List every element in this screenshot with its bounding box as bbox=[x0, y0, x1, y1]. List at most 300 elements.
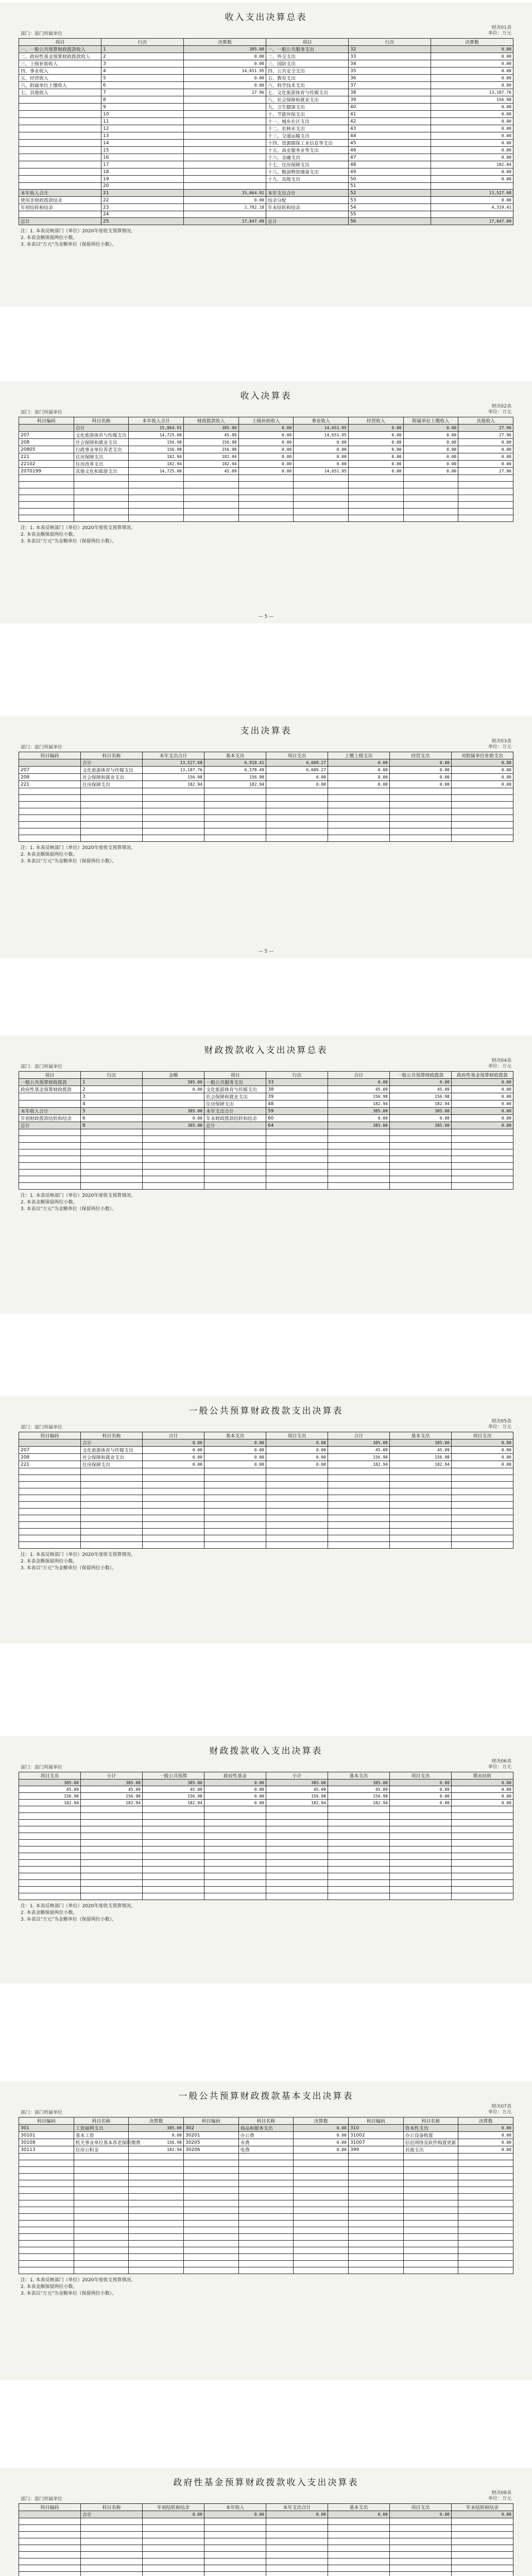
table-cell: 0.00 bbox=[452, 1115, 513, 1122]
empty-cell bbox=[183, 2247, 238, 2254]
empty-cell bbox=[328, 1833, 390, 1840]
empty-cell bbox=[143, 1867, 204, 1873]
empty-cell bbox=[238, 502, 294, 509]
empty-cell bbox=[348, 2261, 403, 2267]
empty-cell bbox=[238, 2194, 294, 2200]
empty-cell bbox=[266, 2565, 328, 2572]
empty-cell bbox=[19, 1820, 81, 1826]
column-header: 本年收入 bbox=[204, 2504, 266, 2511]
column-header: 合计 bbox=[143, 1432, 204, 1439]
empty-cell bbox=[204, 1176, 266, 1183]
table-cell: 0.00 bbox=[390, 1786, 452, 1793]
table-cell: 46 bbox=[349, 147, 431, 154]
empty-cell bbox=[328, 2518, 390, 2525]
column-header: 科目编码 bbox=[183, 2117, 238, 2125]
empty-cell bbox=[458, 509, 513, 515]
empty-row bbox=[19, 822, 513, 828]
table-cell: 0.00 bbox=[403, 425, 458, 432]
empty-cell bbox=[403, 488, 458, 495]
empty-cell bbox=[143, 1529, 204, 1535]
empty-cell bbox=[452, 1542, 513, 1549]
empty-cell bbox=[390, 815, 452, 822]
table-cell: 0.00 bbox=[458, 439, 513, 446]
empty-cell bbox=[328, 1820, 390, 1826]
page-title: 一般公共预算财政拨款支出决算表 bbox=[188, 1406, 344, 1416]
note-line: 3. 本表以"万元"为金额单位（保留两位小数）。 bbox=[21, 859, 117, 864]
empty-cell bbox=[328, 2572, 390, 2576]
empty-cell bbox=[19, 822, 81, 828]
empty-cell bbox=[452, 1509, 513, 1515]
table-cell: 33 bbox=[349, 53, 431, 60]
empty-cell bbox=[452, 1176, 513, 1183]
empty-cell bbox=[390, 2538, 452, 2545]
empty-cell bbox=[183, 509, 238, 515]
empty-cell bbox=[452, 1488, 513, 1495]
empty-cell bbox=[19, 1143, 81, 1149]
empty-cell bbox=[183, 2207, 238, 2214]
table-cell: 30101 bbox=[19, 2132, 74, 2139]
empty-cell bbox=[452, 1502, 513, 1509]
empty-cell bbox=[348, 2254, 403, 2261]
empty-cell bbox=[19, 2187, 74, 2194]
table-cell: 0.00 bbox=[328, 774, 390, 781]
empty-cell bbox=[328, 1826, 390, 1833]
empty-cell bbox=[328, 2525, 390, 2532]
table-cell: 30201 bbox=[183, 2132, 238, 2139]
empty-cell bbox=[294, 2214, 349, 2221]
table-row bbox=[19, 432, 513, 439]
table-row bbox=[19, 446, 513, 453]
empty-cell bbox=[458, 2267, 513, 2274]
table-cell bbox=[19, 125, 101, 132]
dept-label: 部门：部门所属单位 bbox=[21, 31, 63, 37]
empty-row bbox=[19, 1509, 513, 1515]
table-cell: 55 bbox=[349, 211, 431, 218]
table-cell: 156.98 bbox=[129, 439, 184, 446]
empty-cell bbox=[81, 1826, 143, 1833]
empty-cell bbox=[390, 788, 452, 795]
empty-cell bbox=[266, 828, 328, 835]
note-line: 注：1. 本表反映部门（单位）2020年度收支预算情况。 bbox=[21, 1193, 136, 1198]
dept-label: 部门：部门所属单位 bbox=[21, 2110, 63, 2115]
table-cell: 三、上级补助收入 bbox=[19, 60, 101, 67]
empty-cell bbox=[328, 1840, 390, 1846]
table-cell: 0.00 bbox=[431, 104, 513, 111]
empty-row bbox=[19, 795, 513, 802]
table-row bbox=[19, 132, 513, 140]
table-cell: 0.00 bbox=[348, 453, 403, 461]
empty-cell bbox=[74, 2180, 129, 2187]
empty-cell bbox=[129, 2227, 184, 2234]
empty-row bbox=[19, 1176, 513, 1183]
empty-cell bbox=[266, 1509, 328, 1515]
report-table bbox=[19, 1772, 513, 1900]
empty-row bbox=[19, 1873, 513, 1880]
table-cell: 47 bbox=[349, 154, 431, 161]
empty-cell bbox=[19, 828, 81, 835]
empty-cell bbox=[19, 1482, 81, 1488]
empty-cell bbox=[328, 2552, 390, 2558]
table-row bbox=[19, 111, 513, 118]
table-row bbox=[19, 147, 513, 154]
empty-cell bbox=[390, 835, 452, 842]
table-cell bbox=[19, 104, 101, 111]
empty-cell bbox=[143, 1846, 204, 1853]
empty-row bbox=[19, 1482, 513, 1488]
empty-cell bbox=[390, 828, 452, 835]
table-cell: 0.00 bbox=[390, 759, 452, 767]
table-row bbox=[19, 197, 513, 204]
table-cell: 政府性基金预算财政拨款 bbox=[19, 1086, 81, 1093]
empty-cell bbox=[19, 1183, 81, 1190]
empty-cell bbox=[19, 1136, 81, 1143]
empty-cell bbox=[183, 502, 238, 509]
empty-cell bbox=[81, 2525, 143, 2532]
empty-cell bbox=[204, 2532, 266, 2538]
empty-cell bbox=[458, 2241, 513, 2247]
empty-cell bbox=[266, 1860, 328, 1867]
empty-cell bbox=[266, 1853, 328, 1860]
empty-cell bbox=[328, 1529, 390, 1535]
table-cell: 十三、交通运输支出 bbox=[266, 132, 349, 140]
table-cell: 13,187.76 bbox=[431, 89, 513, 96]
empty-cell bbox=[81, 2552, 143, 2558]
empty-row bbox=[19, 1522, 513, 1529]
table-cell: 办公费 bbox=[238, 2132, 294, 2139]
empty-cell bbox=[294, 2254, 349, 2261]
empty-cell bbox=[238, 2221, 294, 2227]
empty-cell bbox=[348, 2160, 403, 2167]
empty-cell bbox=[452, 835, 513, 842]
table-cell: 社会保障和就业支出 bbox=[81, 774, 143, 781]
table-code: 财决04表 bbox=[491, 1058, 511, 1063]
table-cell: 一、一般公共预算财政拨款收入 bbox=[19, 46, 101, 53]
empty-cell bbox=[348, 2247, 403, 2254]
table-cell: 207 bbox=[19, 1447, 81, 1454]
table-cell: 32 bbox=[349, 46, 431, 53]
empty-cell bbox=[204, 1846, 266, 1853]
empty-cell bbox=[19, 1163, 81, 1170]
column-header: 科目名称 bbox=[81, 752, 143, 759]
table-cell: 6,578.49 bbox=[204, 767, 266, 774]
empty-cell bbox=[143, 1806, 204, 1813]
empty-cell bbox=[390, 2558, 452, 2565]
table-cell: 385.00 bbox=[184, 46, 266, 53]
table-cell: 64 bbox=[266, 1122, 328, 1129]
table-code: 财决01表 bbox=[491, 25, 511, 30]
table-cell: 0.00 bbox=[238, 432, 294, 439]
empty-cell bbox=[204, 1143, 266, 1149]
empty-cell bbox=[403, 2234, 458, 2241]
empty-row bbox=[19, 2234, 513, 2241]
empty-cell bbox=[266, 1806, 328, 1813]
empty-cell bbox=[81, 1156, 143, 1163]
table-cell: 182.94 bbox=[390, 1461, 452, 1468]
empty-cell bbox=[294, 2261, 349, 2267]
empty-cell bbox=[129, 2241, 184, 2247]
empty-row bbox=[19, 1163, 513, 1170]
empty-cell bbox=[390, 795, 452, 802]
empty-cell bbox=[348, 2234, 403, 2241]
empty-cell bbox=[294, 2174, 349, 2180]
empty-row bbox=[19, 1136, 513, 1143]
empty-cell bbox=[19, 2545, 81, 2552]
table-cell: 0.00 bbox=[294, 453, 349, 461]
empty-cell bbox=[328, 1183, 390, 1190]
table-cell: 3 bbox=[101, 60, 184, 67]
empty-cell bbox=[266, 1873, 328, 1880]
table-cell bbox=[184, 132, 266, 140]
table-cell: 2 bbox=[101, 53, 184, 60]
empty-cell bbox=[390, 1143, 452, 1149]
empty-cell bbox=[81, 1143, 143, 1149]
empty-cell bbox=[266, 1143, 328, 1149]
table-cell: 年末结转和结余 bbox=[266, 204, 349, 211]
report-table bbox=[19, 2117, 513, 2274]
empty-cell bbox=[81, 1893, 143, 1900]
table-cell: 0.00 bbox=[143, 1447, 204, 1454]
empty-cell bbox=[81, 1468, 143, 1475]
table-cell: 0.00 bbox=[431, 67, 513, 75]
note-line: 3. 本表以"万元"为金额单位（保留两位小数）。 bbox=[21, 1917, 117, 1922]
empty-cell bbox=[348, 2200, 403, 2207]
empty-cell bbox=[74, 482, 129, 488]
empty-cell bbox=[294, 2247, 349, 2254]
table-cell: 310 bbox=[348, 2125, 403, 2132]
table-cell bbox=[19, 759, 81, 767]
empty-cell bbox=[19, 2572, 81, 2576]
column-header: 项目 bbox=[19, 39, 101, 46]
empty-cell bbox=[19, 1149, 81, 1156]
table-cell: 182.94 bbox=[143, 1800, 204, 1806]
empty-cell bbox=[328, 1149, 390, 1156]
empty-cell bbox=[74, 2207, 129, 2214]
empty-cell bbox=[19, 1867, 81, 1873]
empty-cell bbox=[183, 2241, 238, 2247]
table-cell: 0.00 bbox=[452, 1786, 513, 1793]
empty-cell bbox=[81, 1813, 143, 1820]
column-header: 科目名称 bbox=[81, 1432, 143, 1439]
empty-cell bbox=[19, 1502, 81, 1509]
empty-row bbox=[19, 2538, 513, 2545]
empty-row bbox=[19, 802, 513, 808]
note-line: 3. 本表以"万元"为金额单位（保留两位小数）。 bbox=[21, 2291, 117, 2296]
table-cell: 182.94 bbox=[143, 781, 204, 788]
table-cell: 0.00 bbox=[458, 2125, 513, 2132]
empty-cell bbox=[19, 2538, 81, 2545]
table-cell: 0.00 bbox=[328, 767, 390, 774]
empty-cell bbox=[266, 1846, 328, 1853]
empty-cell bbox=[19, 488, 74, 495]
empty-cell bbox=[390, 1136, 452, 1143]
table-cell: 0.00 bbox=[452, 2511, 513, 2518]
empty-cell bbox=[452, 1826, 513, 1833]
table-cell: 6 bbox=[101, 82, 184, 89]
column-header: 科目名称 bbox=[81, 2504, 143, 2511]
table-cell: 本年收入合计 bbox=[19, 1108, 81, 1115]
empty-cell bbox=[452, 1143, 513, 1149]
empty-cell bbox=[390, 1176, 452, 1183]
table-cell: 0.00 bbox=[452, 1086, 513, 1093]
empty-cell bbox=[458, 2160, 513, 2167]
empty-cell bbox=[204, 1853, 266, 1860]
table-code: 财决07表 bbox=[491, 2104, 511, 2109]
empty-cell bbox=[81, 1163, 143, 1170]
table-row bbox=[19, 2125, 513, 2132]
table-notes bbox=[21, 2277, 511, 2297]
column-header: 行次 bbox=[266, 1072, 328, 1079]
empty-cell bbox=[294, 2241, 349, 2247]
table-cell: 385.00 bbox=[143, 1108, 204, 1115]
column-header: 决算数 bbox=[294, 2117, 349, 2125]
table-row bbox=[19, 1108, 513, 1115]
table-cell: 0.00 bbox=[204, 1786, 266, 1793]
table-cell bbox=[19, 1100, 81, 1108]
report-page-6 bbox=[0, 1736, 532, 1984]
table-row bbox=[19, 1461, 513, 1468]
empty-row bbox=[19, 475, 513, 482]
table-cell: 385.00 bbox=[266, 1780, 328, 1786]
empty-cell bbox=[204, 795, 266, 802]
column-header: 项目支出 bbox=[266, 1432, 328, 1439]
empty-cell bbox=[328, 1860, 390, 1867]
empty-cell bbox=[390, 1826, 452, 1833]
empty-cell bbox=[143, 1887, 204, 1893]
empty-cell bbox=[266, 2558, 328, 2565]
empty-cell bbox=[403, 2180, 458, 2187]
empty-row bbox=[19, 2227, 513, 2234]
column-header: 科目编码 bbox=[19, 752, 81, 759]
empty-cell bbox=[294, 2227, 349, 2234]
table-cell: 0.00 bbox=[238, 468, 294, 475]
empty-row bbox=[19, 482, 513, 488]
table-cell: 0.00 bbox=[431, 168, 513, 176]
empty-cell bbox=[238, 2241, 294, 2247]
empty-cell bbox=[348, 2241, 403, 2247]
page-meta bbox=[21, 404, 511, 415]
note-line: 注：1. 本表反映部门（单位）2020年度收支预算情况。 bbox=[21, 2278, 136, 2283]
empty-cell bbox=[74, 2167, 129, 2174]
empty-cell bbox=[74, 2174, 129, 2180]
table-cell: 182.94 bbox=[19, 1800, 81, 1806]
empty-cell bbox=[390, 822, 452, 828]
table-cell: 社会保障和就业支出 bbox=[74, 439, 129, 446]
table-cell: 385.00 bbox=[328, 1122, 390, 1129]
table-cell bbox=[266, 211, 349, 218]
page-title: 财政拨款收入支出决算表 bbox=[209, 1746, 323, 1756]
empty-cell bbox=[390, 1488, 452, 1495]
table-cell: 182.94 bbox=[183, 461, 238, 468]
table-cell: 住房保障支出 bbox=[74, 453, 129, 461]
table-cell: 使用非财政拨款结余 bbox=[19, 197, 101, 204]
empty-cell bbox=[328, 802, 390, 808]
empty-cell bbox=[81, 1846, 143, 1853]
empty-cell bbox=[238, 2200, 294, 2207]
empty-row bbox=[19, 1495, 513, 1502]
empty-cell bbox=[266, 815, 328, 822]
table-cell bbox=[19, 176, 101, 183]
empty-cell bbox=[458, 2207, 513, 2214]
empty-cell bbox=[19, 2174, 74, 2180]
table-cell: 资本性支出 bbox=[403, 2125, 458, 2132]
table-cell: 59 bbox=[266, 1108, 328, 1115]
empty-cell bbox=[129, 2207, 184, 2214]
table-cell: 385.00 bbox=[183, 425, 238, 432]
table-row bbox=[19, 154, 513, 161]
empty-cell bbox=[452, 1170, 513, 1176]
empty-row bbox=[19, 1542, 513, 1549]
empty-cell bbox=[143, 1515, 204, 1522]
table-cell: 0.00 bbox=[431, 46, 513, 53]
empty-cell bbox=[348, 475, 403, 482]
empty-row bbox=[19, 1867, 513, 1873]
table-cell: 0.00 bbox=[184, 197, 266, 204]
table-notes bbox=[21, 228, 511, 248]
table-cell: 156.98 bbox=[431, 96, 513, 104]
empty-cell bbox=[238, 2267, 294, 2274]
empty-cell bbox=[452, 2552, 513, 2558]
table-cell: 0.00 bbox=[452, 1122, 513, 1129]
empty-cell bbox=[204, 822, 266, 828]
empty-cell bbox=[143, 2538, 204, 2545]
empty-cell bbox=[266, 1515, 328, 1522]
empty-cell bbox=[328, 1867, 390, 1873]
empty-cell bbox=[328, 788, 390, 795]
table-cell: 住房公积金 bbox=[74, 2146, 129, 2154]
empty-cell bbox=[129, 509, 184, 515]
empty-cell bbox=[348, 2154, 403, 2160]
empty-cell bbox=[183, 2174, 238, 2180]
empty-cell bbox=[129, 2167, 184, 2174]
empty-cell bbox=[74, 495, 129, 502]
table-cell: 15 bbox=[101, 147, 184, 154]
empty-row bbox=[19, 1813, 513, 1820]
table-cell: 14,651.95 bbox=[294, 468, 349, 475]
empty-cell bbox=[19, 808, 81, 815]
table-row bbox=[19, 759, 513, 767]
empty-cell bbox=[204, 1522, 266, 1529]
table-cell bbox=[19, 183, 101, 190]
empty-cell bbox=[74, 2154, 129, 2160]
unit-label: 单位：万元 bbox=[488, 744, 511, 750]
table-cell: 385.00 bbox=[390, 1122, 452, 1129]
table-cell: 0.00 bbox=[143, 2511, 204, 2518]
empty-cell bbox=[143, 1129, 204, 1136]
table-cell: 机关事业单位基本养老保险缴费 bbox=[74, 2139, 129, 2146]
table-cell: 0.00 bbox=[452, 1454, 513, 1461]
table-cell: 156.98 bbox=[81, 1793, 143, 1800]
table-cell bbox=[184, 211, 266, 218]
column-header: 其他收入 bbox=[458, 417, 513, 425]
table-cell: 17,847.09 bbox=[184, 218, 266, 225]
table-cell: 15,064.91 bbox=[184, 190, 266, 197]
column-header: 年初结转和结余 bbox=[143, 2504, 204, 2511]
empty-cell bbox=[129, 482, 184, 488]
empty-cell bbox=[390, 1149, 452, 1156]
empty-cell bbox=[81, 1542, 143, 1549]
table-cell: 156.98 bbox=[19, 1793, 81, 1800]
table-cell bbox=[184, 111, 266, 118]
empty-cell bbox=[81, 835, 143, 842]
page-meta bbox=[21, 1419, 511, 1430]
table-cell: 156.98 bbox=[328, 1454, 390, 1461]
empty-cell bbox=[390, 1880, 452, 1887]
empty-cell bbox=[348, 2221, 403, 2227]
table-cell: 5 bbox=[81, 1108, 143, 1115]
empty-cell bbox=[390, 1813, 452, 1820]
empty-cell bbox=[452, 1149, 513, 1156]
empty-cell bbox=[452, 1156, 513, 1163]
